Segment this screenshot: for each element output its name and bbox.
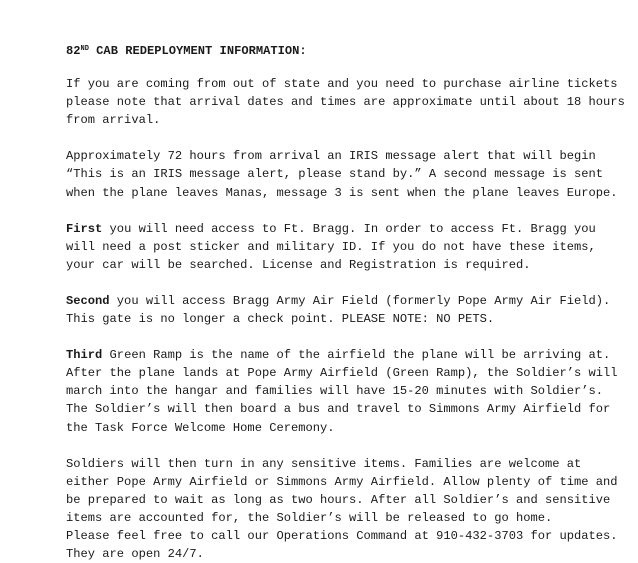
paragraph-text: Green Ramp is the name of the airfield the plane will be arriving at. After the plane lands at Pope Army Airfield (Green Ramp), the Soldier’s will march into the hangar and families will have 15-20 minutes with Soldier’s. The Soldier’s will then board a bus and travel to Simmons Army Airfield for the Task Force Welcome Home Ceremony.: [66, 348, 618, 435]
paragraph-second-step: [66, 292, 632, 328]
paragraph-text: Soldiers will then turn in any sensitive items. Families are welcome at either Pope Army Airfield or Simmons Army Airfield. Allow plenty of time and be prepared to wait as long as two hours. After all Soldier’s and sensitive items are accounted for, the Soldier’s will be released to go home.: [66, 456, 618, 525]
heading-number: 82: [66, 44, 81, 58]
paragraph-iris-alert: [66, 147, 632, 201]
paragraph-text: you will access Bragg Army Air Field (formerly Pope Army Air Field). This gate is no longer a check point. PLEASE NOTE: NO PETS.: [66, 293, 611, 327]
paragraph-first-step: [66, 220, 632, 274]
document-heading: [66, 42, 632, 60]
paragraph-lead-first: First: [66, 221, 103, 236]
paragraph-lead-second: Second: [66, 293, 110, 308]
heading-title: CAB REDEPLOYMENT INFORMATION:: [88, 44, 307, 58]
heading-ordinal-suffix: ND: [80, 45, 89, 53]
paragraph-sensitive-items: [66, 455, 632, 527]
paragraph-contact-info: [66, 527, 632, 563]
paragraph-lead-third: Third: [66, 348, 103, 363]
paragraph-third-step: [66, 346, 632, 436]
paragraph-text: Please feel free to call our Operations Command at 910-432-3703 for updates. They are open 24/7.: [66, 528, 618, 562]
paragraph-text: If you are coming from out of state and you need to purchase airline tickets please note that arrival dates and times are approximate until about 18 hours from arrival.: [66, 77, 625, 128]
paragraph-airline-tickets: [66, 75, 632, 129]
paragraph-text: Approximately 72 hours from arrival an IRIS message alert that will begin “This is an IRIS message alert, please stand by.” A second message is sent when the plane leaves Manas, message 3 is sent when the plane leaves Europe.: [66, 149, 618, 200]
paragraph-text: you will need access to Ft. Bragg. In order to access Ft. Bragg you will need a post sticker and military ID. If you do not have these items, your car will be searched. License and Registration is required.: [66, 221, 596, 272]
document-page: [66, 42, 632, 563]
